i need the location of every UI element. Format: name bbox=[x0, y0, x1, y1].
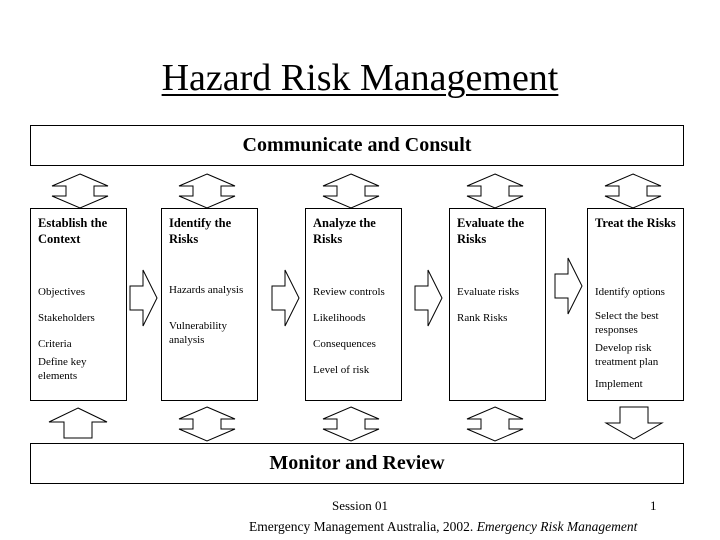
stage-title: Analyze the Risks bbox=[313, 216, 376, 246]
stage-item: Level of risk bbox=[313, 364, 370, 376]
stage-item: Select the best responses bbox=[595, 310, 659, 336]
double-arrow-icon bbox=[323, 407, 379, 441]
double-arrow-icon bbox=[52, 174, 108, 208]
stage-item: Hazards analysis bbox=[169, 284, 244, 296]
up-arrow-icon bbox=[49, 408, 107, 438]
stage-item: Evaluate risks bbox=[457, 286, 520, 298]
stage-item: Criteria bbox=[38, 338, 72, 350]
down-arrow-icon bbox=[606, 407, 662, 439]
stage-item: Define key elements bbox=[38, 356, 87, 382]
communicate-consult-banner: Communicate and Consult bbox=[30, 125, 684, 166]
stage-item: Consequences bbox=[313, 338, 376, 350]
right-arrow-icon bbox=[555, 258, 582, 314]
double-arrow-icon bbox=[467, 174, 523, 208]
stage-item: Likelihoods bbox=[313, 312, 366, 324]
stage-item: Develop risk treatment plan bbox=[595, 342, 659, 368]
monitor-review-banner: Monitor and Review bbox=[30, 443, 684, 484]
double-arrow-icon bbox=[323, 174, 379, 208]
double-arrow-icon bbox=[467, 407, 523, 441]
stage-title: Establish the Context bbox=[38, 216, 108, 246]
stage-item: Stakeholders bbox=[38, 312, 95, 324]
citation-title: Emergency Risk Management bbox=[476, 519, 638, 534]
stage-title: Treat the Risks bbox=[595, 216, 676, 230]
stage-title: Evaluate the Risks bbox=[457, 216, 525, 246]
stage-item: Vulnerability analysis bbox=[169, 320, 227, 346]
stage-item: Objectives bbox=[38, 286, 86, 298]
stage-title: Identify the Risks bbox=[169, 216, 232, 246]
double-arrow-icon bbox=[179, 174, 235, 208]
double-arrow-icon bbox=[179, 407, 235, 441]
right-arrow-icon bbox=[415, 270, 442, 326]
slide-title: Hazard Risk Management bbox=[161, 57, 559, 99]
page-number: 1 bbox=[650, 498, 657, 513]
right-arrow-icon bbox=[130, 270, 157, 326]
session-label: Session 01 bbox=[332, 498, 388, 513]
right-arrow-icon bbox=[272, 270, 299, 326]
citation bbox=[249, 519, 637, 535]
stage-item: Review controls bbox=[313, 286, 385, 298]
citation-prefix: Emergency Management Australia, 2002. bbox=[249, 519, 474, 534]
stage-item: Identify options bbox=[595, 286, 665, 298]
stage-item: Implement bbox=[595, 378, 643, 390]
stage-item: Rank Risks bbox=[457, 312, 508, 324]
double-arrow-icon bbox=[605, 174, 661, 208]
